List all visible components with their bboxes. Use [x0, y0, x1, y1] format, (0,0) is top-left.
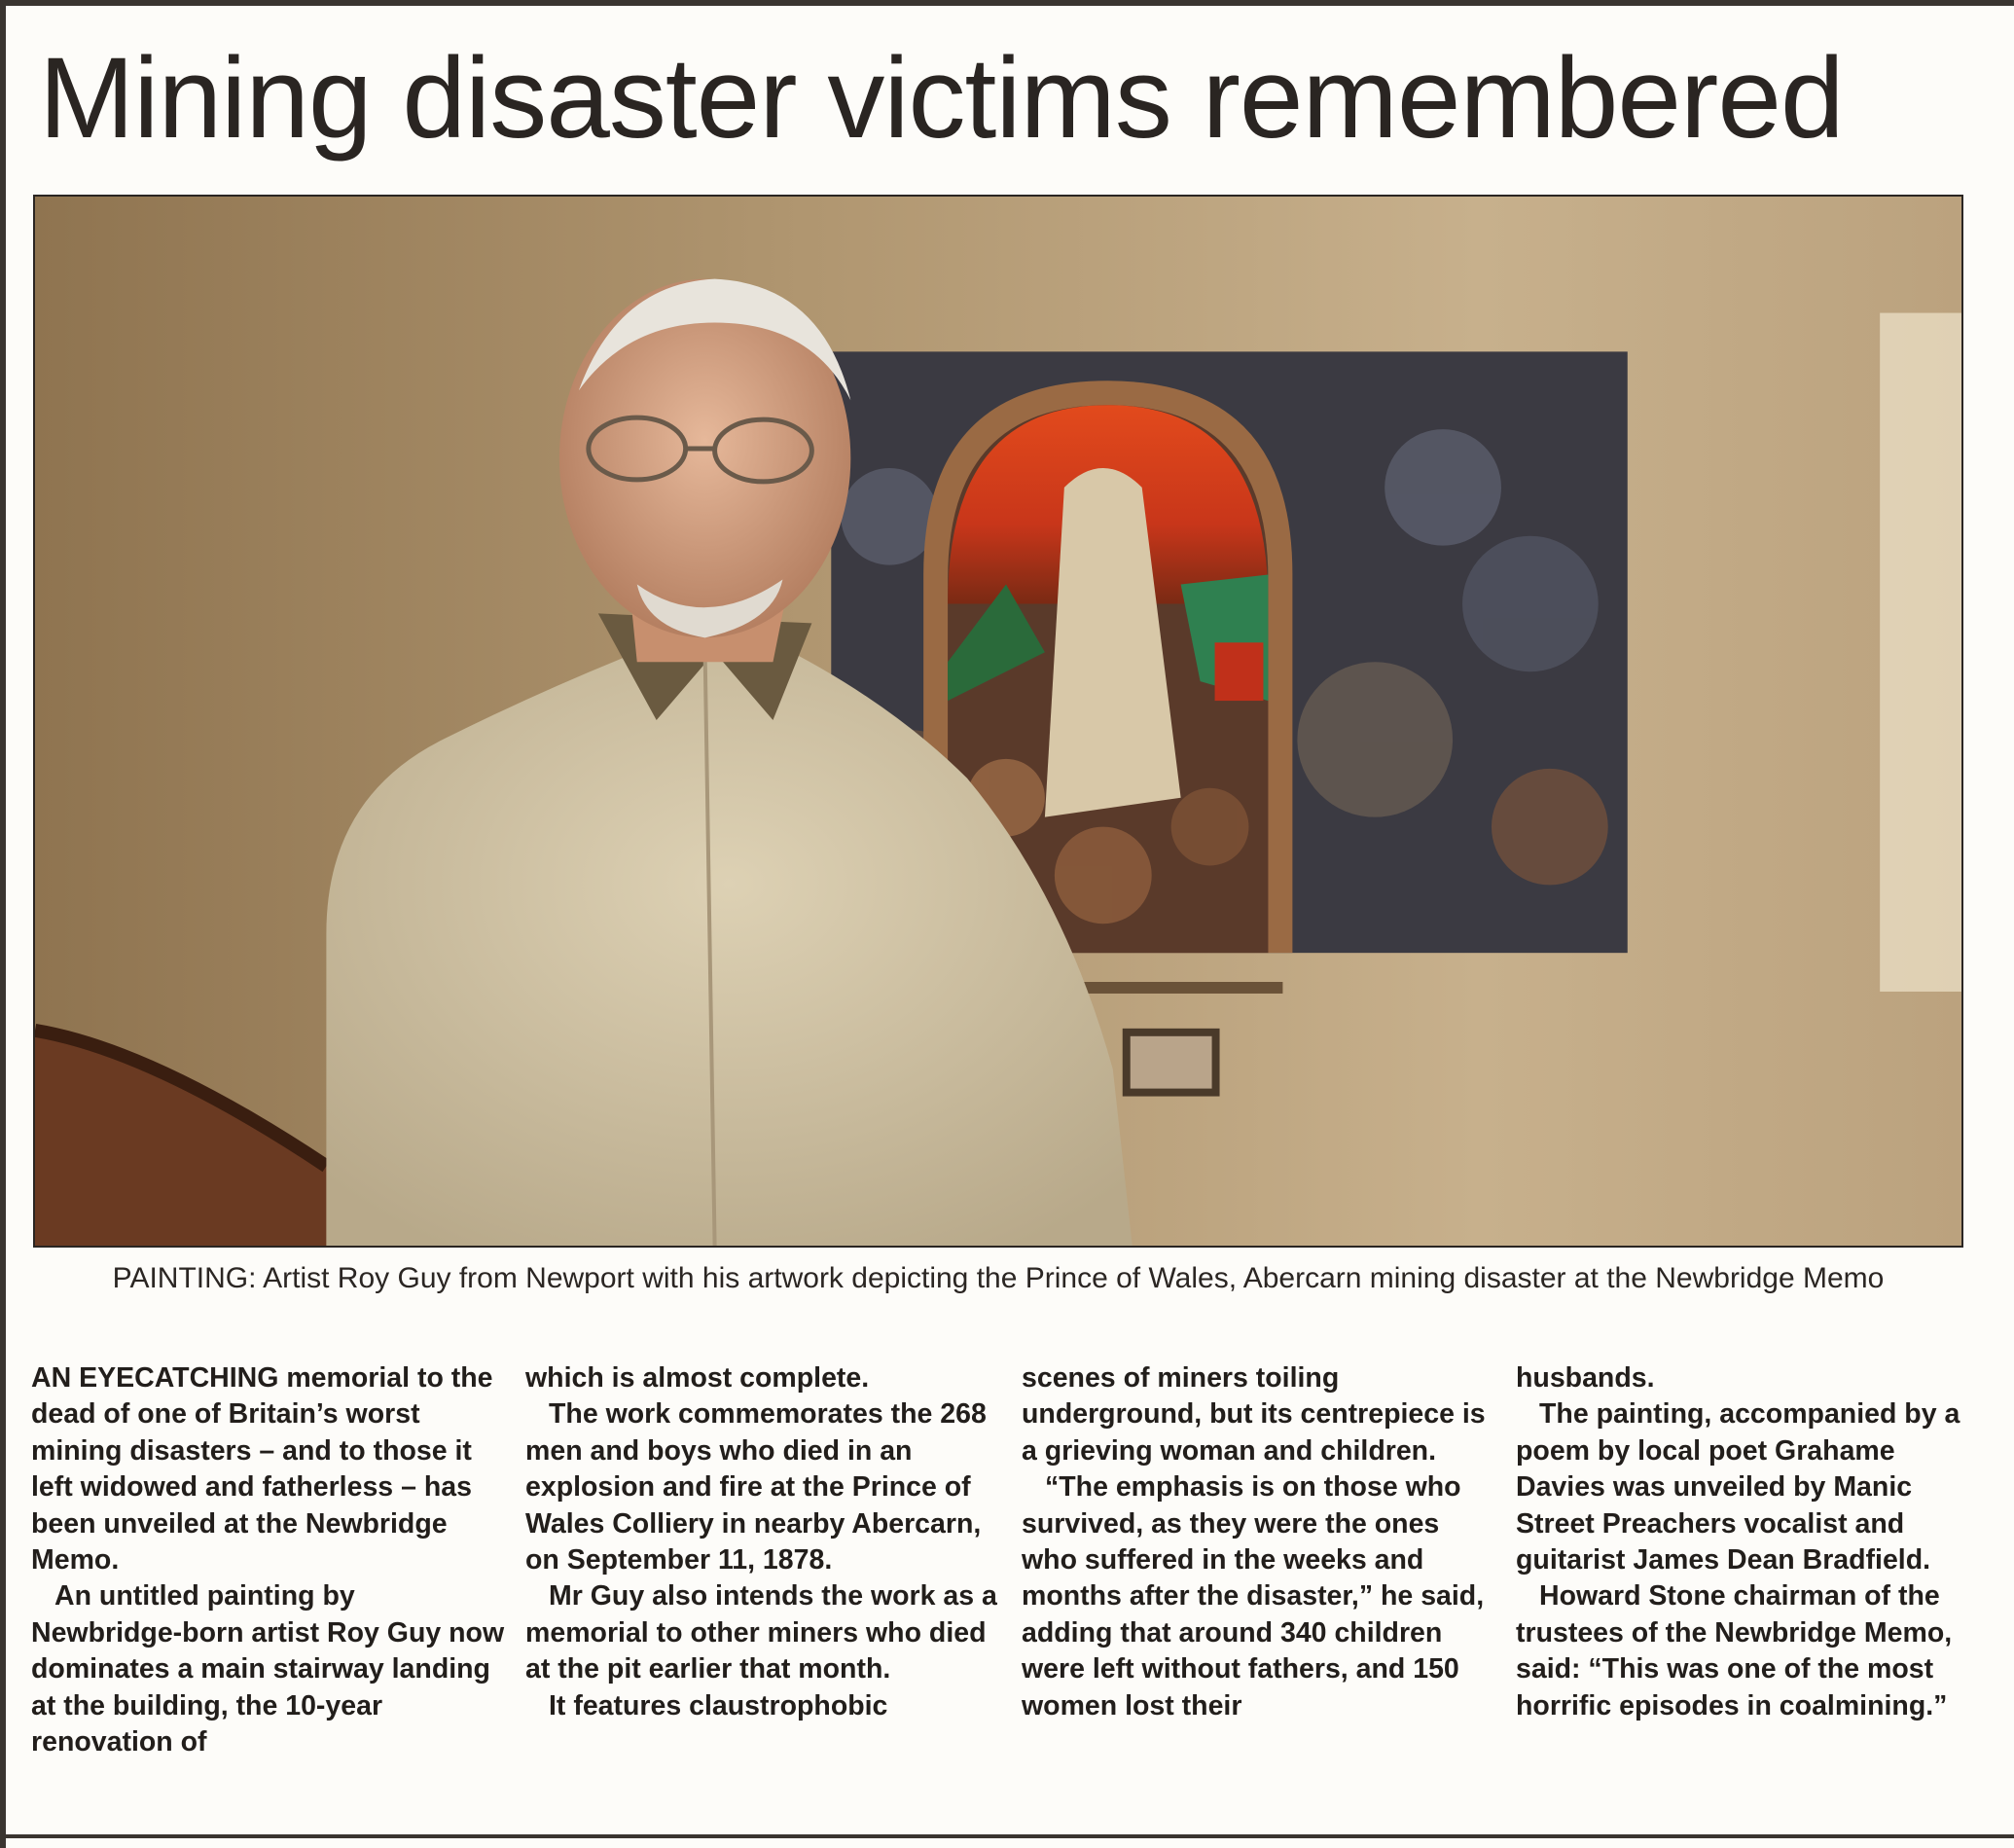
paragraph: Howard Stone chairman of the trustees of the Newbridge Memo, said: “This was one of the most horrific episodes in coalmining.”: [1516, 1580, 1953, 1721]
paragraph: Mr Guy also intends the work as a memorial to other miners who died at the pit earlier that month.: [525, 1580, 997, 1685]
article-column-4: [1516, 1360, 1991, 1724]
paragraph: It features claustrophobic: [549, 1689, 888, 1721]
headline: Mining disaster victims remembered: [39, 34, 1844, 163]
paragraph: The work commemorates the 268 men and boys who died in an explosion and fire at the Prince of Wales Colliery in nearby Abercarn, on September 11, 1878.: [525, 1398, 987, 1576]
paragraph: [31, 1360, 506, 1578]
top-border: [0, 0, 2014, 6]
paragraph-text: memorial to the dead of one of Britain’s worst mining disasters – and to those it left widowed and fatherless – has been unveiled at the Newbridge Memo.: [31, 1362, 493, 1576]
article-column-2: [525, 1360, 1000, 1724]
photo-caption: PAINTING: Artist Roy Guy from Newport with his artwork depicting the Prince of Wales, Abercarn mining disaster at the Newbridge Memo: [112, 1262, 1885, 1294]
paragraph: An untitled painting by Newbridge-born artist Roy Guy now dominates a main stairway landing at the building, the 10-year renovation of: [31, 1580, 505, 1758]
paragraph: “The emphasis is on those who survived, as they were the ones who suffered in the weeks and months after the disaster,” he said, adding that around 340 children were left without fathers, and 150 women lost their: [1022, 1471, 1485, 1721]
photo-illustration: [35, 197, 1961, 1246]
bottom-border: [0, 1834, 2014, 1838]
article-photo: [33, 195, 1963, 1248]
paragraph: The painting, accompanied by a poem by local poet Grahame Davies was unveiled by Manic Street Preachers vocalist and guitarist James Dean Bradfield.: [1516, 1398, 1960, 1576]
paragraph: which is almost complete.: [525, 1362, 870, 1394]
article-column-3: [1022, 1360, 1496, 1724]
article-column-1: [31, 1360, 506, 1760]
lead-in: AN EYECATCHING: [31, 1362, 279, 1394]
left-border: [0, 0, 6, 1848]
paragraph: husbands.: [1516, 1362, 1655, 1394]
paragraph: scenes of miners toiling underground, but its centrepiece is a grieving woman and children.: [1022, 1362, 1486, 1467]
